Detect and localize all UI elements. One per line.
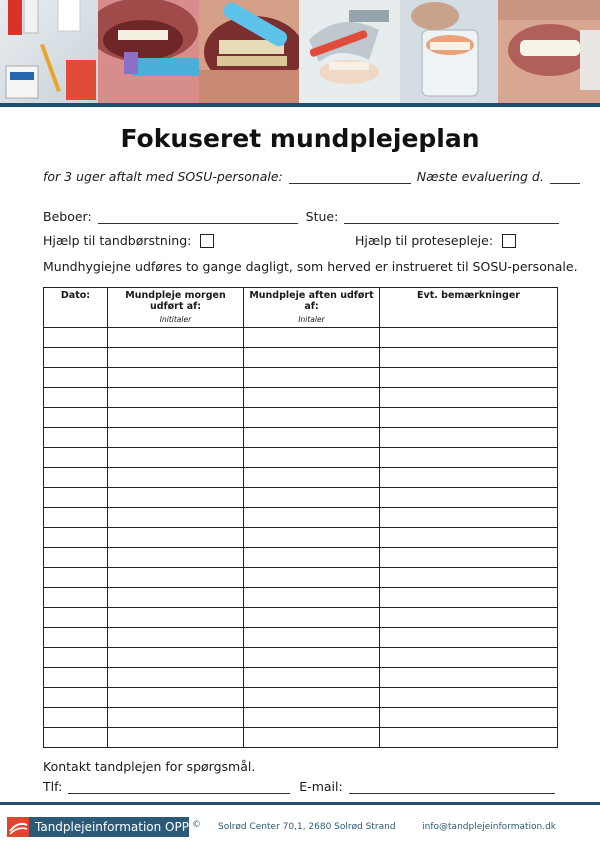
- cleaning-denture-photo: [299, 0, 400, 103]
- morgen-cell[interactable]: [108, 648, 244, 668]
- contact-row: [43, 779, 555, 794]
- table-body: [44, 328, 558, 748]
- header-morgen: Mundpleje morgen udført af: Inititaler: [108, 288, 244, 328]
- dato-cell[interactable]: [44, 648, 108, 668]
- bemaerkninger-cell[interactable]: [380, 508, 558, 528]
- morgen-cell[interactable]: [108, 628, 244, 648]
- bemaerkninger-cell[interactable]: [380, 388, 558, 408]
- dato-cell[interactable]: [44, 608, 108, 628]
- aften-cell[interactable]: [244, 628, 380, 648]
- bemaerkninger-cell[interactable]: [380, 728, 558, 748]
- next-evaluation-label: Næste evaluering d.: [416, 169, 544, 184]
- dato-cell[interactable]: [44, 728, 108, 748]
- table-row: [44, 368, 558, 388]
- email-label: E-mail:: [299, 779, 343, 794]
- bemaerkninger-cell[interactable]: [380, 608, 558, 628]
- bemaerkninger-cell[interactable]: [380, 548, 558, 568]
- brand-logo: [7, 817, 189, 837]
- table-row: [44, 608, 558, 628]
- aften-cell[interactable]: [244, 668, 380, 688]
- aften-cell[interactable]: [244, 548, 380, 568]
- table-row: [44, 488, 558, 508]
- subtitle-row: [43, 169, 580, 184]
- dato-cell[interactable]: [44, 488, 108, 508]
- email-blank[interactable]: [349, 782, 555, 794]
- morgen-cell[interactable]: [108, 608, 244, 628]
- header-aften: Mundpleje aften udført af: Initaler: [244, 288, 380, 328]
- stue-blank[interactable]: [344, 212, 559, 224]
- denture-glass-photo: [400, 0, 498, 103]
- morgen-cell[interactable]: [108, 528, 244, 548]
- dato-cell[interactable]: [44, 428, 108, 448]
- resident-row: [43, 209, 559, 224]
- morgen-cell[interactable]: [108, 568, 244, 588]
- dato-cell[interactable]: [44, 508, 108, 528]
- footer-address: Solrød Center 70,1, 2680 Solrød Strand: [218, 822, 396, 832]
- bemaerkninger-cell[interactable]: [380, 528, 558, 548]
- table-row: [44, 648, 558, 668]
- tandborstning-label: Hjælp til tandbørstning:: [43, 233, 192, 248]
- morgen-cell[interactable]: [108, 368, 244, 388]
- dato-cell[interactable]: [44, 408, 108, 428]
- beboer-label: Beboer:: [43, 209, 92, 224]
- subtitle-prefix: for 3 uger aftalt med SOSU-personale:: [43, 169, 283, 184]
- header-dato: Dato:: [44, 288, 108, 328]
- dato-cell[interactable]: [44, 528, 108, 548]
- morgen-cell[interactable]: [108, 548, 244, 568]
- table-row: [44, 708, 558, 728]
- bemaerkninger-cell[interactable]: [380, 348, 558, 368]
- morgen-cell[interactable]: [108, 468, 244, 488]
- electric-toothbrush-photo: [98, 0, 199, 103]
- table-row: [44, 568, 558, 588]
- dato-cell[interactable]: [44, 388, 108, 408]
- table-row: [44, 388, 558, 408]
- footer-divider: [0, 802, 600, 805]
- morgen-cell[interactable]: [108, 388, 244, 408]
- morgen-cell[interactable]: [108, 328, 244, 348]
- table-row: [44, 348, 558, 368]
- smiling-denture-photo: [498, 0, 600, 103]
- morgen-cell[interactable]: [108, 688, 244, 708]
- bemaerkninger-cell[interactable]: [380, 708, 558, 728]
- morgen-cell[interactable]: [108, 588, 244, 608]
- aften-cell[interactable]: [244, 488, 380, 508]
- dato-cell[interactable]: [44, 588, 108, 608]
- aften-cell[interactable]: [244, 688, 380, 708]
- table-row: [44, 468, 558, 488]
- bemaerkninger-cell[interactable]: [380, 588, 558, 608]
- aften-cell[interactable]: [244, 428, 380, 448]
- morgen-cell[interactable]: [108, 728, 244, 748]
- bemaerkninger-cell[interactable]: [380, 628, 558, 648]
- aften-cell[interactable]: [244, 368, 380, 388]
- header-photo-strip: [0, 0, 600, 103]
- dato-cell[interactable]: [44, 368, 108, 388]
- table-row: [44, 688, 558, 708]
- bemaerkninger-cell[interactable]: [380, 648, 558, 668]
- aften-cell[interactable]: [244, 708, 380, 728]
- bemaerkninger-cell[interactable]: [380, 688, 558, 708]
- aften-cell[interactable]: [244, 508, 380, 528]
- bemaerkninger-cell[interactable]: [380, 488, 558, 508]
- toothpaste-products-photo: [0, 0, 98, 103]
- bemaerkninger-cell[interactable]: [380, 408, 558, 428]
- stue-label: Stue:: [305, 209, 339, 224]
- table-row: [44, 408, 558, 428]
- dato-cell[interactable]: [44, 448, 108, 468]
- morgen-cell[interactable]: [108, 668, 244, 688]
- morgen-cell[interactable]: [108, 508, 244, 528]
- table-row: [44, 668, 558, 688]
- protesepleje-label: Hjælp til protesepleje:: [355, 233, 494, 248]
- aften-cell[interactable]: [244, 588, 380, 608]
- dato-cell[interactable]: [44, 568, 108, 588]
- period-blank[interactable]: [289, 172, 411, 184]
- bemaerkninger-cell[interactable]: [380, 368, 558, 388]
- aften-cell[interactable]: [244, 728, 380, 748]
- logo-mark-icon: [7, 817, 29, 837]
- table-row: [44, 588, 558, 608]
- aften-cell[interactable]: [244, 568, 380, 588]
- aften-cell[interactable]: [244, 408, 380, 428]
- dato-cell[interactable]: [44, 628, 108, 648]
- footer-email[interactable]: info@tandplejeinformation.dk: [422, 822, 556, 832]
- aften-cell[interactable]: [244, 648, 380, 668]
- next-evaluation-blank[interactable]: [550, 172, 580, 184]
- denture-help-row: [355, 233, 516, 248]
- table-row: [44, 428, 558, 448]
- aften-cell[interactable]: [244, 468, 380, 488]
- bemaerkninger-cell[interactable]: [380, 468, 558, 488]
- instruction-text: Mundhygiejne udføres to gange dagligt, som herved er instrueret til SOSU-personale.: [43, 259, 578, 274]
- table-row: [44, 628, 558, 648]
- bemaerkninger-cell[interactable]: [380, 448, 558, 468]
- bemaerkninger-cell[interactable]: [380, 328, 558, 348]
- protesepleje-checkbox[interactable]: [502, 234, 516, 248]
- table-header-row: [44, 288, 558, 328]
- dato-cell[interactable]: [44, 688, 108, 708]
- tlf-label: Tlf:: [43, 779, 63, 794]
- aften-cell[interactable]: [244, 328, 380, 348]
- table-row: [44, 548, 558, 568]
- bemaerkninger-cell[interactable]: [380, 428, 558, 448]
- aften-cell[interactable]: [244, 528, 380, 548]
- brand-name: Tandplejeinformation OPP: [35, 820, 189, 834]
- brushing-teeth-photo: [199, 0, 299, 103]
- header-bemaerkninger: Evt. bemærkninger: [380, 288, 558, 328]
- dato-cell[interactable]: [44, 708, 108, 728]
- dato-cell[interactable]: [44, 548, 108, 568]
- header-divider: [0, 103, 600, 107]
- care-plan-table: [43, 287, 558, 748]
- morgen-cell[interactable]: [108, 488, 244, 508]
- aften-cell[interactable]: [244, 608, 380, 628]
- beboer-blank[interactable]: [98, 212, 298, 224]
- morgen-cell[interactable]: [108, 708, 244, 728]
- morgen-cell[interactable]: [108, 448, 244, 468]
- contact-text: Kontakt tandplejen for spørgsmål.: [43, 759, 256, 774]
- aften-cell[interactable]: [244, 388, 380, 408]
- morgen-cell[interactable]: [108, 348, 244, 368]
- aften-cell[interactable]: [244, 448, 380, 468]
- dato-cell[interactable]: [44, 668, 108, 688]
- bemaerkninger-cell[interactable]: [380, 568, 558, 588]
- table-row: [44, 528, 558, 548]
- aften-cell[interactable]: [244, 348, 380, 368]
- table-row: [44, 508, 558, 528]
- dato-cell[interactable]: [44, 328, 108, 348]
- table-row: [44, 448, 558, 468]
- toothbrushing-help-row: [43, 233, 214, 248]
- morgen-cell[interactable]: [108, 428, 244, 448]
- table-row: [44, 328, 558, 348]
- bemaerkninger-cell[interactable]: [380, 668, 558, 688]
- tlf-blank[interactable]: [68, 782, 290, 794]
- morgen-cell[interactable]: [108, 408, 244, 428]
- table-row: [44, 728, 558, 748]
- page-title: Fokuseret mundplejeplan: [120, 124, 480, 153]
- copyright-symbol: ©: [192, 820, 201, 830]
- tandborstning-checkbox[interactable]: [200, 234, 214, 248]
- dato-cell[interactable]: [44, 468, 108, 488]
- dato-cell[interactable]: [44, 348, 108, 368]
